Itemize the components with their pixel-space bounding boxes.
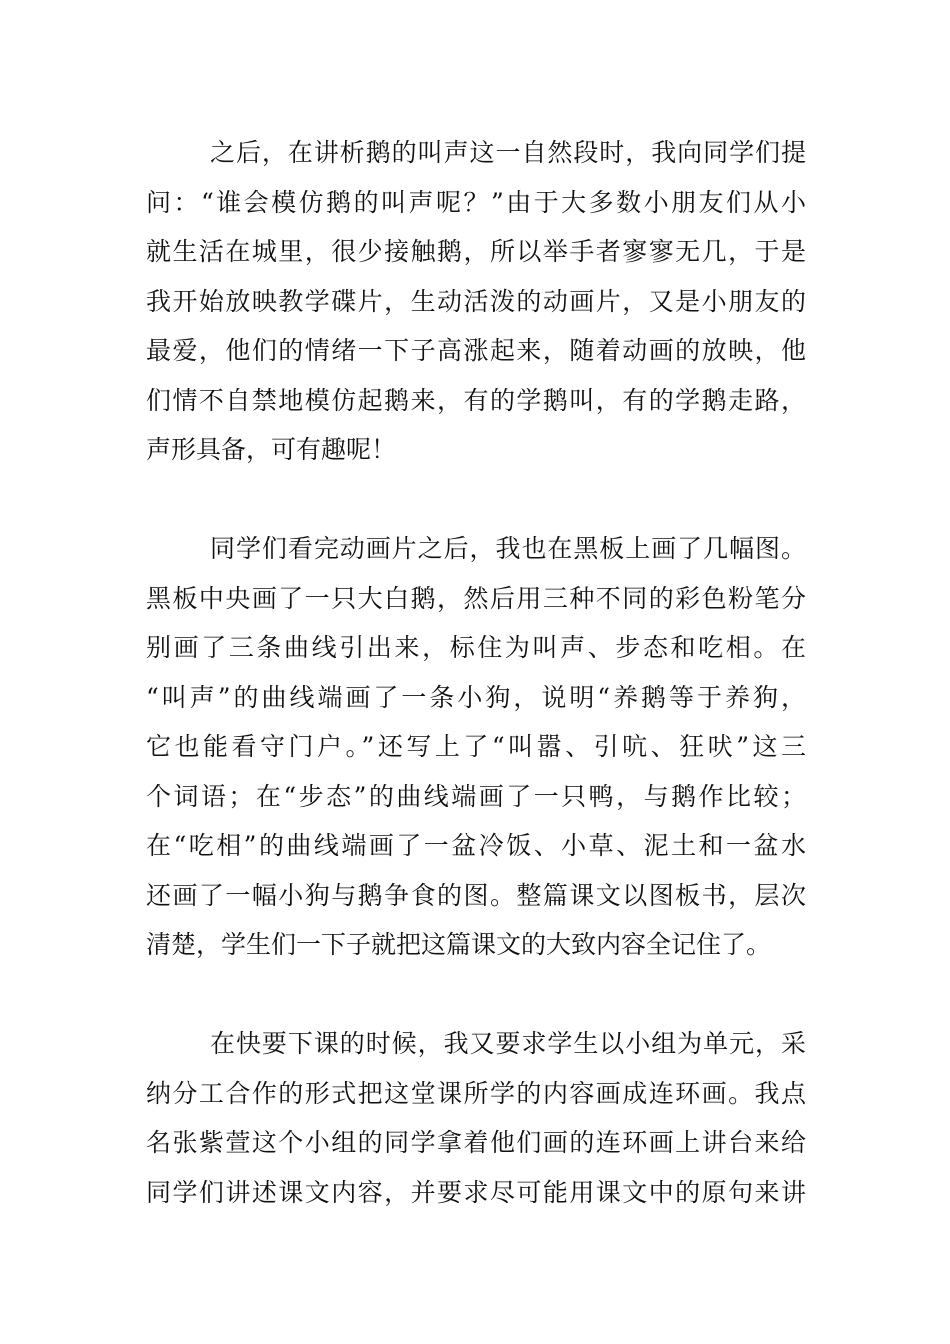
paragraph-line: 还画了一幅小狗与鹅争食的图。整篇课文以图板书，层次 [146, 880, 806, 910]
paragraph-line: “叫声”的曲线端画了一条小狗，说明“养鹅等于养狗， [146, 682, 806, 712]
paragraph-line: 最爱，他们的情绪一下子高涨起来，随着动画的放映，他 [146, 336, 806, 365]
paragraph-line: 在“吃相”的曲线端画了一盆冷饭、小草、泥土和一盆水 [146, 831, 806, 860]
paragraph-3 [146, 1019, 806, 1217]
paragraph-line: 名张紫萱这个小组的同学拿着他们画的连环画上讲台来给 [146, 1128, 806, 1157]
paragraph-line: 黑板中央画了一只大白鹅，然后用三种不同的彩色粉笔分 [146, 583, 806, 613]
paragraph-line: 纳分工合作的形式把这堂课所学的内容画成连环画。我点 [146, 1078, 806, 1108]
paragraph-line: 别画了三条曲线引出来，标住为叫声、步态和吃相。在 [146, 633, 806, 662]
paragraph-line: 就生活在城里，很少接触鹅，所以举手者寥寥无几，于是 [146, 237, 806, 266]
paragraph-line: 我开始放映教学碟片，生动活泼的动画片，又是小朋友的 [146, 286, 806, 316]
paragraph-line: 同学们看完动画片之后，我也在黑板上画了几幅图。 [210, 534, 806, 563]
paragraph-1 [146, 128, 806, 475]
paragraph-line: 在快要下课的时候，我又要求学生以小组为单元，采 [210, 1029, 806, 1058]
paragraph-line: 声形具备，可有趣呢！ [146, 435, 397, 464]
paragraph-line: 同学们讲述课文内容，并要求尽可能用课文中的原句来讲 [146, 1177, 806, 1207]
paragraph-line: 们情不自禁地模仿起鹅来，有的学鹅叫，有的学鹅走路， [146, 385, 806, 415]
paragraph-line: 它也能看守门户。”还写上了“叫嚣、引吭、狂吠”这三 [146, 732, 806, 761]
paragraph-line: 清楚，学生们一下子就把这篇课文的大致内容全记住了。 [146, 930, 772, 959]
paragraph-line: 问：“谁会模仿鹅的叫声呢？”由于大多数小朋友们从小 [146, 187, 806, 217]
paragraph-line: 之后，在讲析鹅的叫声这一自然段时，我向同学们提 [210, 138, 806, 167]
paragraph-line: 个词语；在“步态”的曲线端画了一只鸭，与鹅作比较； [146, 781, 806, 811]
paragraph-2 [146, 524, 806, 970]
